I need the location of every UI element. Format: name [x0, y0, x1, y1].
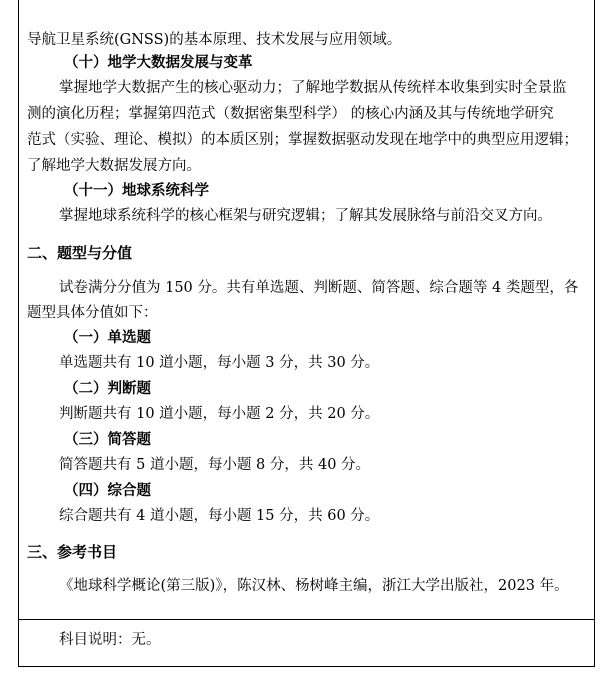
question-type-3-text: 简答题共有 5 道小题，每小题 8 分，共 40 分。	[59, 457, 371, 473]
section-2-line-1: 试卷满分分值为 150 分。共有单选题、判断题、简答题、综合题等 4 类题型，各	[59, 280, 579, 296]
section-2-title: 二、题型与分值	[27, 244, 133, 262]
question-type-1-text: 单选题共有 10 道小题，每小题 3 分，共 30 分。	[59, 355, 380, 371]
subsection-10-line-3: 范式（实验、理论、模拟）的本质区别；掌握数据驱动发现在地学中的典型应用逻辑；	[27, 132, 578, 148]
question-type-4-title: （四）综合题	[64, 482, 151, 499]
intro-tail-text: 导航卫星系统(GNSS)的基本原理、技术发展与应用领域。	[27, 32, 402, 48]
syllabus-table-frame	[18, 0, 595, 667]
question-type-2-title: （二）判断题	[64, 380, 151, 397]
section-3-title: 三、参考书目	[27, 543, 118, 561]
subsection-10-line-4: 了解地学大数据发展方向。	[27, 158, 201, 174]
reference-book-text: 《地球科学概论(第三版)》，陈汉林、杨树峰主编，浙江大学出版社，2023 年。	[59, 578, 569, 594]
subject-note-text: 科目说明：无。	[59, 632, 161, 648]
subsection-10-line-2: 测的演化历程；掌握第四范式（数据密集型科学） 的核心内涵及其与传统地学研究	[27, 106, 554, 122]
subsection-10-title: （十）地学大数据发展与变革	[64, 54, 253, 71]
subsection-11-line-1: 掌握地球系统科学的核心框架与研究逻辑；了解其发展脉络与前沿交叉方向。	[59, 208, 552, 224]
subsection-11-title: （十一）地球系统科学	[64, 182, 209, 199]
question-type-2-text: 判断题共有 10 道小题，每小题 2 分，共 20 分。	[59, 406, 380, 422]
question-type-4-text: 综合题共有 4 道小题，每小题 15 分，共 60 分。	[59, 508, 380, 524]
section-2-line-2: 题型具体分值如下：	[27, 305, 158, 321]
table-divider	[19, 619, 594, 620]
question-type-1-title: （一）单选题	[64, 329, 151, 346]
question-type-3-title: （三）简答题	[64, 431, 151, 448]
subsection-10-line-1: 掌握地学大数据产生的核心驱动力；了解地学数据从传统样本收集到实时全景监	[59, 80, 567, 96]
